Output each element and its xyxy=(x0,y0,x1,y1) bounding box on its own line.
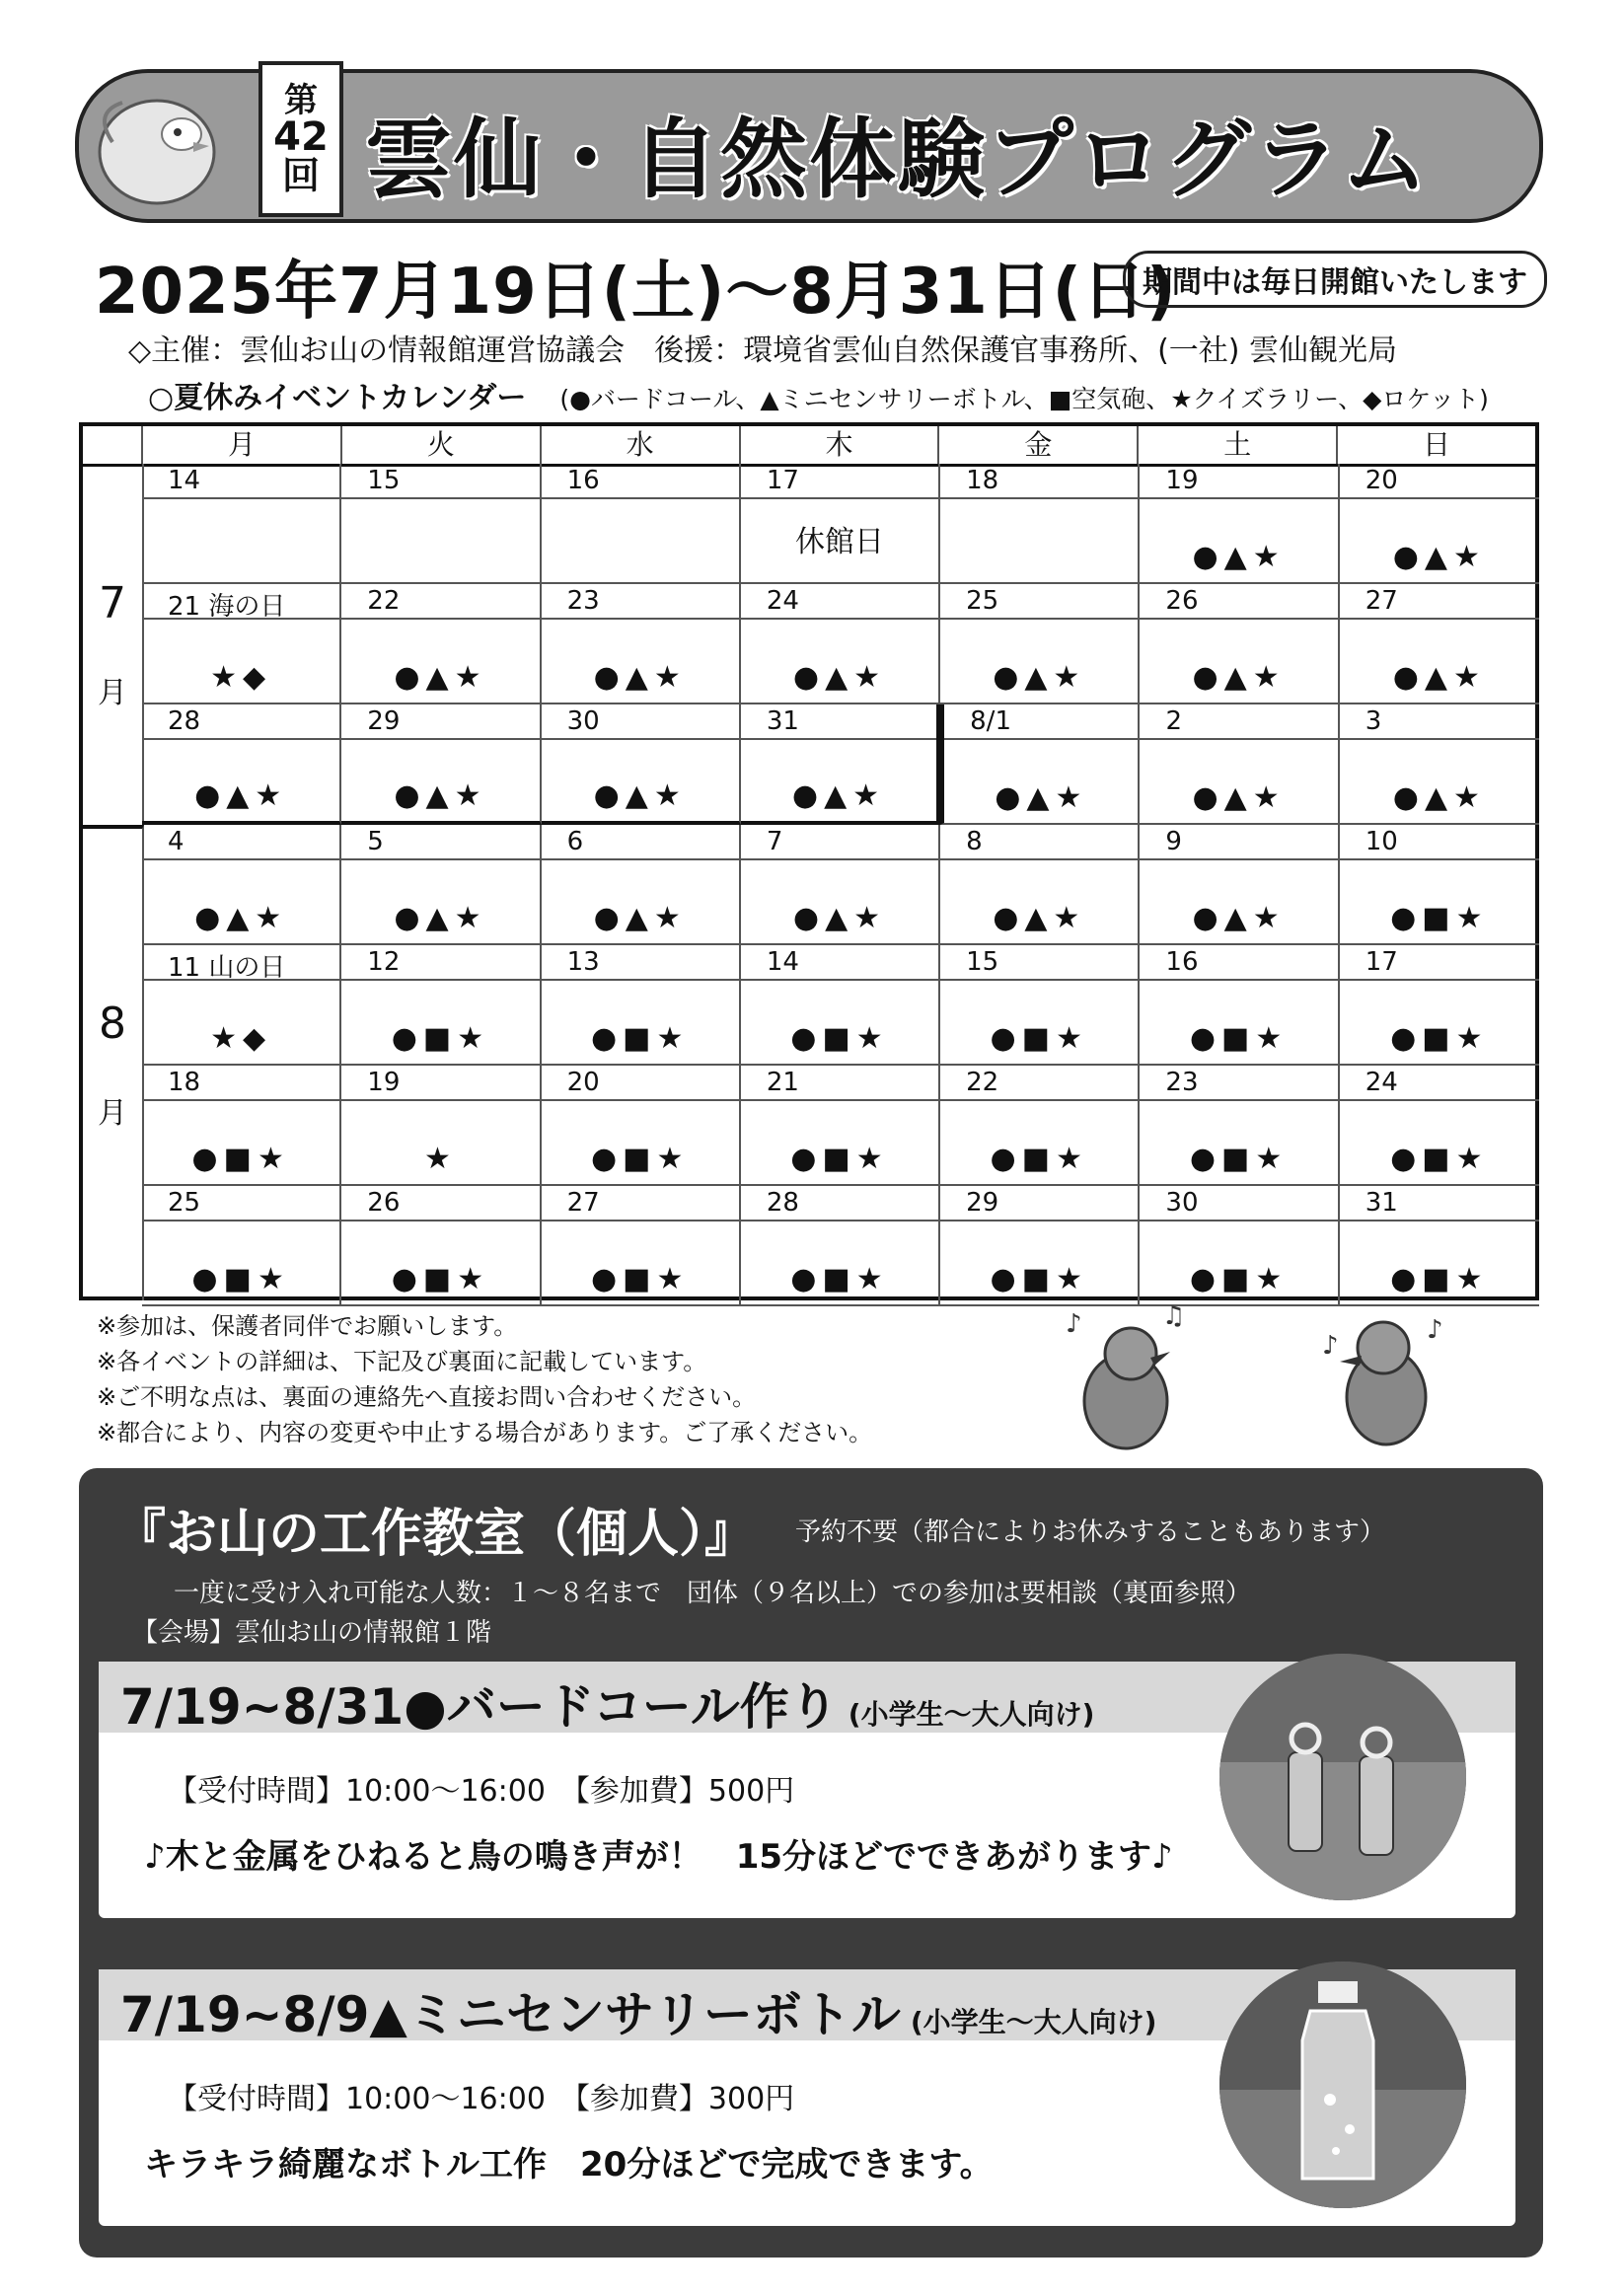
calendar-day-cell xyxy=(741,1066,940,1186)
day-divider xyxy=(341,497,539,499)
event-icons: ●■★ xyxy=(191,1142,290,1176)
month-number: 8 xyxy=(99,998,126,1049)
day-divider xyxy=(142,1099,339,1101)
day-divider xyxy=(741,979,938,981)
calendar-day-cell xyxy=(741,1186,940,1306)
weekday-mon: 月 xyxy=(143,426,342,464)
event-icons: ●▲★ xyxy=(995,780,1088,815)
program-time-fee: 【受付時間】10:00～16:00 【参加費】500円 xyxy=(168,1774,795,1809)
calendar-day-cell xyxy=(542,584,741,704)
singing-bird-image xyxy=(1052,1302,1200,1460)
calendar-day-cell xyxy=(1340,825,1539,945)
day-number: 17 xyxy=(1365,947,1398,977)
day-number: 19 xyxy=(1165,466,1199,495)
month-number: 7 xyxy=(99,577,126,629)
day-number: 15 xyxy=(966,947,999,977)
day-divider xyxy=(542,1099,739,1101)
calendar-week-row xyxy=(142,825,1539,945)
weekday-sun: 日 xyxy=(1423,428,1451,461)
note-item: ※ご不明な点は、裏面の連絡先へ直接お問い合わせください。 xyxy=(97,1383,757,1411)
event-icons: ●■★ xyxy=(990,1142,1088,1176)
calendar-legend: (●バードコール、▲ミニセンサリーボトル、■空気砲、★クイズラリー、◆ロケット) xyxy=(559,385,1489,413)
calendar-week-row xyxy=(142,704,1539,825)
day-divider xyxy=(1140,858,1337,860)
day-number: 27 xyxy=(566,1188,600,1218)
day-divider xyxy=(341,618,539,620)
day-number: 29 xyxy=(367,706,401,736)
event-icons: ●▲★ xyxy=(792,660,887,695)
day-divider xyxy=(142,979,339,981)
calendar-day-cell xyxy=(142,704,341,825)
calendar-day-cell xyxy=(542,704,741,825)
calendar-day-cell xyxy=(1340,464,1539,584)
day-divider xyxy=(940,858,1138,860)
day-divider xyxy=(741,858,938,860)
month-kanji: 月 xyxy=(98,675,127,710)
day-divider xyxy=(1340,618,1539,620)
day-divider xyxy=(142,858,339,860)
weekday-wed: 水 xyxy=(542,426,741,464)
day-number: 11 山の日 xyxy=(168,953,286,983)
day-number: 2 xyxy=(1165,706,1182,736)
day-number: 21 xyxy=(766,1068,799,1097)
event-icons: ●■★ xyxy=(590,1021,690,1056)
calendar-day-cell xyxy=(741,464,940,584)
day-divider xyxy=(341,1099,539,1101)
note-item: ※都合により、内容の変更や中止する場合があります。ご了承ください。 xyxy=(97,1419,873,1446)
day-divider xyxy=(1140,738,1337,740)
day-number: 14 xyxy=(168,466,201,495)
workshop-capacity: 一度に受け入れ可能な人数：１～８名まで 団体（９名以上）での参加は要相談（裏面参照） xyxy=(174,1579,1252,1608)
calendar-day-cell xyxy=(341,945,541,1066)
day-number: 12 xyxy=(367,947,401,977)
calendar-day-cell xyxy=(741,704,940,825)
event-icons: ●■★ xyxy=(191,1262,290,1296)
edition-badge xyxy=(258,61,343,217)
event-icons: ●▲★ xyxy=(593,778,687,813)
workshop-section xyxy=(79,1468,1543,2258)
event-icons: ●▲★ xyxy=(993,660,1086,695)
calendar-day-cell xyxy=(940,1186,1140,1306)
day-number: 25 xyxy=(168,1188,201,1218)
day-divider xyxy=(1340,1220,1539,1222)
day-number: 8/1 xyxy=(970,706,1011,736)
event-icons: ●▲★ xyxy=(593,901,687,935)
program-card-sensory-bottle xyxy=(99,1969,1515,2226)
day-divider xyxy=(142,1220,339,1222)
day-number: 26 xyxy=(367,1188,401,1218)
edition-number: 42 xyxy=(273,114,329,160)
note-item: ※参加は、保護者同伴でお願いします。 xyxy=(97,1312,518,1340)
svg-text:♪: ♪ xyxy=(1427,1315,1443,1345)
calendar-heading xyxy=(148,373,1489,416)
calendar-day-cell xyxy=(1140,1066,1339,1186)
event-icons: ●▲★ xyxy=(394,660,487,695)
calendar-day-cell xyxy=(940,704,1140,825)
day-number: 16 xyxy=(1165,947,1199,977)
calendar-day-cell xyxy=(341,825,541,945)
calendar-day-cell xyxy=(1140,825,1339,945)
calendar-day-cell xyxy=(940,1066,1140,1186)
event-icons: ●▲★ xyxy=(394,901,487,935)
event-dates: 2025年7月19日(土)～8月31日(日) xyxy=(95,256,1177,329)
calendar-day-cell xyxy=(1140,584,1339,704)
event-icons: ●■★ xyxy=(790,1021,889,1056)
program-title-text: 7/19~8/9▲ミニセンサリーボトル xyxy=(120,1986,901,2043)
day-number: 22 xyxy=(966,1068,999,1097)
day-divider xyxy=(944,738,1138,740)
event-icons: ●▲★ xyxy=(593,660,687,695)
day-divider xyxy=(142,497,339,499)
day-divider xyxy=(1340,497,1539,499)
calendar-day-cell xyxy=(142,945,341,1066)
day-divider xyxy=(940,497,1138,499)
month-label-july xyxy=(83,464,144,825)
event-icons: ●▲★ xyxy=(1192,780,1286,815)
program-title-text: 7/19~8/31●バードコール作り xyxy=(120,1678,839,1736)
day-divider xyxy=(741,497,938,499)
event-icons: ●■★ xyxy=(391,1021,490,1056)
program-card-bird-call xyxy=(99,1662,1515,1918)
day-number: 22 xyxy=(367,586,401,616)
calendar-day-cell xyxy=(1140,704,1339,825)
calendar-day-cell xyxy=(1140,464,1339,584)
day-divider xyxy=(142,738,339,740)
calendar-day-cell xyxy=(142,825,341,945)
calendar-week-row xyxy=(142,464,1539,584)
event-icons: ●■★ xyxy=(990,1021,1088,1056)
day-number: 30 xyxy=(1165,1188,1199,1218)
day-number: 3 xyxy=(1365,706,1382,736)
event-icons: ●▲★ xyxy=(792,901,887,935)
day-number: 20 xyxy=(566,1068,600,1097)
calendar-day-cell xyxy=(341,704,541,825)
calendar-day-cell xyxy=(1340,584,1539,704)
event-icons: ●▲★ xyxy=(1192,901,1286,935)
svg-text:♪: ♪ xyxy=(1322,1331,1339,1361)
program-title xyxy=(120,1667,1094,1739)
day-divider xyxy=(542,497,739,499)
calendar-week-row xyxy=(142,1066,1539,1186)
workshop-title: 『お山の工作教室（個人）』 xyxy=(114,1505,757,1564)
event-icons: ★◆ xyxy=(210,660,272,695)
calendar-day-cell xyxy=(940,464,1140,584)
day-number: 20 xyxy=(1365,466,1398,495)
weekday-sat: 土 xyxy=(1139,426,1338,464)
calendar-day-cell xyxy=(341,584,541,704)
calendar-day-cell xyxy=(1140,1186,1339,1306)
day-number: 24 xyxy=(1365,1068,1398,1097)
calendar-day-cell xyxy=(542,1186,741,1306)
day-divider xyxy=(341,858,539,860)
program-target: (小学生～大人向け) xyxy=(848,1698,1095,1731)
day-divider xyxy=(741,1099,938,1101)
day-divider xyxy=(341,979,539,981)
event-icons: ●▲★ xyxy=(791,778,886,813)
event-icons: ★◆ xyxy=(210,1021,272,1056)
day-number: 18 xyxy=(168,1068,201,1097)
event-icons: ●▲★ xyxy=(194,901,288,935)
calendar-day-cell xyxy=(741,584,940,704)
day-divider xyxy=(1140,1099,1337,1101)
event-icons: ●▲★ xyxy=(1192,660,1286,695)
event-icons: ●▲★ xyxy=(1392,780,1486,815)
day-number: 9 xyxy=(1165,827,1182,856)
closed-day-note: 休館日 xyxy=(794,525,884,559)
event-icons: ★ xyxy=(423,1142,457,1176)
notes-list xyxy=(97,1308,872,1450)
month-column-header xyxy=(83,426,143,464)
event-icons: ●■★ xyxy=(990,1262,1088,1296)
event-icons: ●▲★ xyxy=(194,778,288,813)
day-number: 6 xyxy=(566,827,584,856)
event-icons: ●▲★ xyxy=(394,778,487,813)
program-target: (小学生～大人向け) xyxy=(910,2006,1157,2038)
month-label-august xyxy=(83,825,144,1300)
bird-call-photo xyxy=(1219,1654,1466,1900)
workshop-title-note: 予約不要（都合によりお休みすることもあります） xyxy=(795,1518,1386,1547)
event-calendar xyxy=(79,422,1539,1300)
program-title xyxy=(120,1975,1156,2046)
month-kanji: 月 xyxy=(98,1095,127,1131)
day-number: 14 xyxy=(766,947,799,977)
organizer-text: ◇主催：雲仙お山の情報館運営協議会 後援：環境省雲仙自然保護官事務所、(一社) 雲仙観光局 xyxy=(128,333,1398,368)
weekday-thu: 木 xyxy=(741,426,940,464)
day-number: 31 xyxy=(1365,1188,1398,1218)
calendar-day-cell xyxy=(142,1066,341,1186)
day-divider xyxy=(940,1099,1138,1101)
day-number: 25 xyxy=(966,586,999,616)
day-number: 30 xyxy=(566,706,600,736)
day-divider xyxy=(542,738,739,740)
weekday-fri: 金 xyxy=(939,426,1139,464)
event-icons: ●■★ xyxy=(1189,1021,1289,1056)
singing-bird-image xyxy=(1312,1298,1460,1456)
day-divider xyxy=(1340,1099,1539,1101)
day-number: 4 xyxy=(168,827,185,856)
day-number: 15 xyxy=(367,466,401,495)
calendar-day-cell xyxy=(542,825,741,945)
day-divider xyxy=(542,979,739,981)
edition-prefix: 第 xyxy=(284,81,318,120)
day-divider xyxy=(1140,618,1337,620)
day-divider xyxy=(741,1220,938,1222)
calendar-day-cell xyxy=(1140,945,1339,1066)
day-divider xyxy=(1140,979,1337,981)
event-icons: ●■★ xyxy=(1189,1262,1289,1296)
day-divider xyxy=(542,858,739,860)
calendar-day-cell xyxy=(341,464,541,584)
weekday-tue: 火 xyxy=(342,426,542,464)
day-number: 29 xyxy=(966,1188,999,1218)
day-divider xyxy=(1140,497,1337,499)
day-number: 27 xyxy=(1365,586,1398,616)
open-note-badge: 期間中は毎日開館いたします xyxy=(1123,251,1547,308)
mascot-bird-image xyxy=(83,73,231,211)
day-number: 28 xyxy=(168,706,201,736)
edition-suffix: 回 xyxy=(281,154,320,197)
sensory-bottle-photo xyxy=(1219,1962,1466,2208)
day-number: 16 xyxy=(566,466,600,495)
workshop-venue: 【会場】雲仙お山の情報館１階 xyxy=(132,1618,492,1648)
calendar-day-cell xyxy=(940,945,1140,1066)
day-number: 13 xyxy=(566,947,600,977)
day-number: 17 xyxy=(766,466,799,495)
event-icons: ●▲★ xyxy=(1392,540,1486,574)
calendar-day-cell xyxy=(341,1186,541,1306)
day-number: 26 xyxy=(1165,586,1199,616)
event-icons: ●■★ xyxy=(590,1142,690,1176)
note-item: ※各イベントの詳細は、下記及び裏面に記載しています。 xyxy=(97,1348,707,1375)
day-divider xyxy=(341,738,539,740)
event-icons: ●■★ xyxy=(590,1262,690,1296)
calendar-day-cell xyxy=(341,1066,541,1186)
day-number: 5 xyxy=(367,827,384,856)
program-description: キラキラ綺麗なボトル工作 20分ほどで完成できます。 xyxy=(144,2145,994,2184)
calendar-day-cell xyxy=(741,825,940,945)
calendar-day-cell xyxy=(940,825,1140,945)
calendar-day-cell xyxy=(542,945,741,1066)
calendar-week-row xyxy=(142,945,1539,1066)
weekday-header xyxy=(83,426,1535,467)
calendar-day-cell xyxy=(142,1186,341,1306)
day-number: 7 xyxy=(766,827,783,856)
calendar-day-cell xyxy=(1340,704,1539,825)
calendar-day-cell xyxy=(1340,1066,1539,1186)
calendar-day-cell xyxy=(542,1066,741,1186)
svg-text:♪: ♪ xyxy=(1066,1309,1082,1339)
event-icons: ●■★ xyxy=(391,1262,490,1296)
day-divider xyxy=(542,1220,739,1222)
day-number: 8 xyxy=(966,827,983,856)
day-number: 31 xyxy=(766,706,799,736)
day-divider xyxy=(940,618,1138,620)
day-number: 28 xyxy=(766,1188,799,1218)
event-icons: ●■★ xyxy=(1390,901,1489,935)
calendar-day-cell xyxy=(542,464,741,584)
calendar-title: ○夏休みイベントカレンダー xyxy=(148,381,527,415)
day-divider xyxy=(741,618,938,620)
event-icons: ●■★ xyxy=(1390,1021,1489,1056)
day-divider xyxy=(142,618,339,620)
event-icons: ●▲★ xyxy=(993,901,1086,935)
page-title: 雲仙・自然体験プログラム xyxy=(365,109,1431,210)
day-divider xyxy=(1140,1220,1337,1222)
day-divider xyxy=(741,738,936,740)
day-divider xyxy=(940,979,1138,981)
event-icons: ●■★ xyxy=(1390,1262,1489,1296)
event-icons: ●▲★ xyxy=(1392,660,1486,695)
day-number: 18 xyxy=(966,466,999,495)
calendar-week-row xyxy=(142,584,1539,704)
day-divider xyxy=(940,1220,1138,1222)
calendar-day-cell xyxy=(741,945,940,1066)
day-number: 10 xyxy=(1365,827,1398,856)
event-icons: ●▲★ xyxy=(1192,540,1286,574)
event-icons: ●■★ xyxy=(1390,1142,1489,1176)
day-number: 21 海の日 xyxy=(168,592,286,622)
svg-text:♫: ♫ xyxy=(1162,1302,1186,1331)
calendar-day-cell xyxy=(1340,1186,1539,1306)
day-divider xyxy=(1340,738,1539,740)
calendar-day-cell xyxy=(142,584,341,704)
day-number: 24 xyxy=(766,586,799,616)
event-icons: ●■★ xyxy=(1189,1142,1289,1176)
program-description: ♪木と金属をひねると鳥の鳴き声が！ 15分ほどでできあがります♪ xyxy=(144,1837,1173,1877)
program-time-fee: 【受付時間】10:00～16:00 【参加費】300円 xyxy=(168,2082,795,2116)
calendar-week-row xyxy=(142,1186,1539,1306)
calendar-day-cell xyxy=(1340,945,1539,1066)
day-divider xyxy=(341,1220,539,1222)
calendar-day-cell xyxy=(142,464,341,584)
day-number: 19 xyxy=(367,1068,401,1097)
event-icons: ●■★ xyxy=(790,1262,889,1296)
day-divider xyxy=(1340,979,1539,981)
day-number: 23 xyxy=(1165,1068,1199,1097)
day-number: 23 xyxy=(566,586,600,616)
event-icons: ●■★ xyxy=(790,1142,889,1176)
calendar-day-cell xyxy=(940,584,1140,704)
day-divider xyxy=(1340,858,1539,860)
day-divider xyxy=(542,618,739,620)
